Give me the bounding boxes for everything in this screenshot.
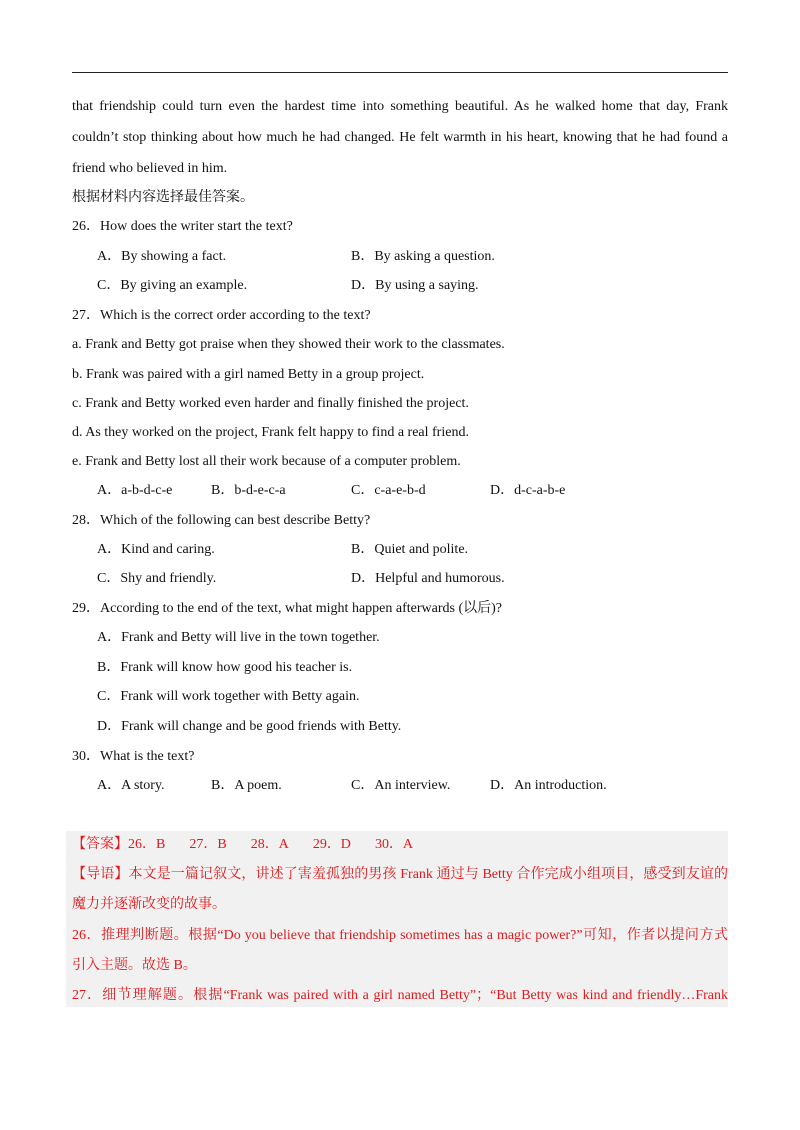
question-30-stem: 30．What is the text? [72,749,195,764]
q26-option-b: B．By asking a question. [351,249,495,264]
q30-option-c: C．An interview. [351,778,451,793]
q26-option-d: D．By using a saying. [351,278,479,293]
q28-option-a: A．Kind and caring. [97,542,215,557]
q27-option-b: B．b-d-e-c-a [211,483,286,498]
answer-29: 29．D [312,837,351,852]
q27-event-b: b. Frank was paired with a girl named Betty in a group project. [72,367,425,382]
q28-option-b: B．Quiet and polite. [351,542,469,557]
q27-event-a: a. Frank and Betty got praise when they showed their work to the classmates. [72,337,505,352]
answer-label: 【答案】 [72,837,128,852]
q27-option-c: C．c-a-e-b-d [351,483,426,498]
q30-option-d: D．An introduction. [490,778,607,793]
passage-line: that friendship could turn even the hardest time into something beautiful. As he walked home that day, Frank [72,99,728,114]
answer-26: 26．B [128,837,166,852]
q27-option-a: A．a-b-d-c-e [97,483,173,498]
explanation-27: 27．细节理解题。根据“Frank was paired with a girl named Betty”；“But Betty was kind and friendly…Frank [72,988,728,1003]
q29-option-d: D．Frank will change and be good friends with Betty. [97,719,402,734]
q27-option-d: D．d-c-a-b-e [490,483,566,498]
passage-line: couldn’t stop thinking about how much he had changed. He felt warmth in his heart, knowing that he had found a [72,130,728,145]
guide-line-2: 魔力并逐渐改变的故事。 [72,897,226,912]
answer-key-line [72,836,413,854]
question-26-stem: 26．How does the writer start the text? [72,219,293,234]
q26-option-c: C．By giving an example. [97,278,248,293]
answer-28: 28．A [250,837,289,852]
header-rule [72,72,728,73]
q30-option-a: A．A story. [97,778,165,793]
instruction: 根据材料内容选择最佳答案。 [72,190,254,205]
q29-option-c: C．Frank will work together with Betty again. [97,689,360,704]
question-28-stem: 28．Which of the following can best describe Betty? [72,513,371,528]
q27-event-d: d. As they worked on the project, Frank felt happy to find a real friend. [72,425,469,440]
guide-text: 本文是一篇记叙文，讲述了害羞孤独的男孩 Frank 通过与 Betty 合作完成小组项目，感受到友谊的 [128,867,729,882]
answer-30: 30．A [374,837,414,852]
explanation-26-line-2: 引入主题。故选 B。 [72,958,197,973]
q29-option-b: B．Frank will know how good his teacher is. [97,660,353,675]
explanation-26: 26．推理判断题。根据“Do you believe that friendship sometimes has a magic power?”可知，作者以提问方式 [72,928,728,943]
q26-option-a: A．By showing a fact. [97,249,227,264]
q30-option-b: B．A poem. [211,778,282,793]
passage-line: friend who believed in him. [72,161,228,176]
guide-label: 【导语】 [72,867,129,882]
q29-option-a: A．Frank and Betty will live in the town together. [97,630,380,645]
q27-event-e: e. Frank and Betty lost all their work because of a computer problem. [72,454,461,469]
guide-line [72,866,728,884]
q28-option-c: C．Shy and friendly. [97,571,217,586]
question-27-stem: 27．Which is the correct order according to the text? [72,308,371,323]
question-29-stem: 29．According to the end of the text, what might happen afterwards (以后)? [72,601,502,616]
q28-option-d: D．Helpful and humorous. [351,571,505,586]
answer-27: 27．B [189,837,227,852]
answer-section-background [66,831,728,1007]
q27-event-c: c. Frank and Betty worked even harder and finally finished the project. [72,396,469,411]
